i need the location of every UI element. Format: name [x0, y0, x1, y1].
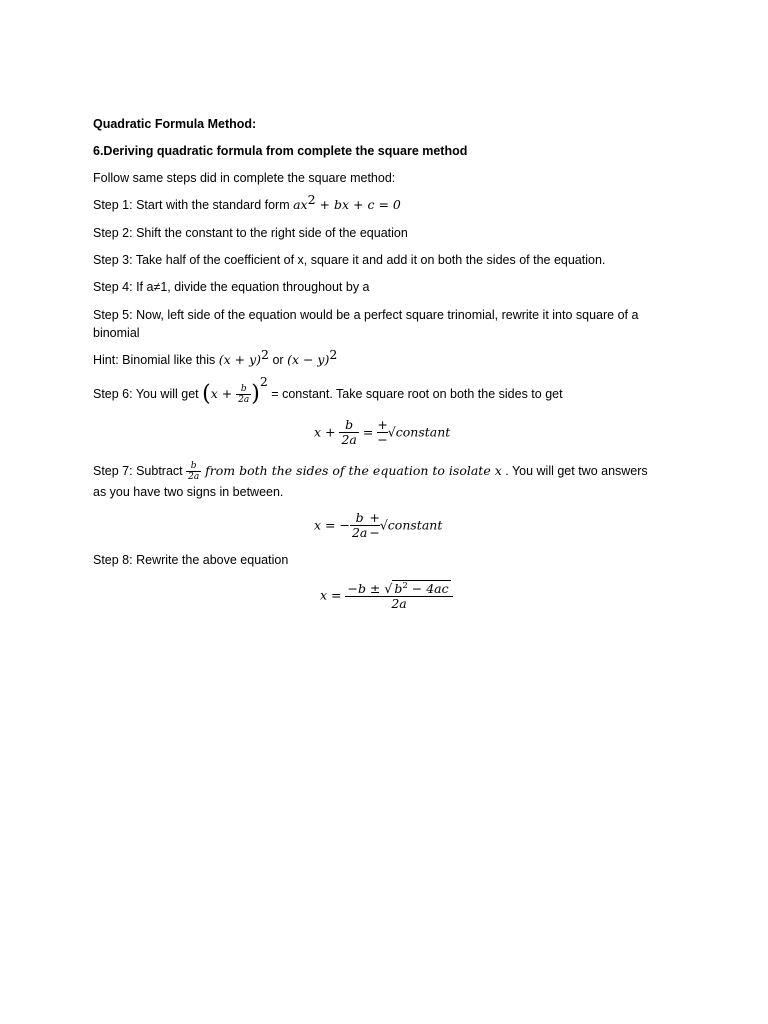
hint [93, 347, 338, 368]
eq1-equals: = [358, 424, 378, 440]
step-7-italic: from both the sides of the equation to isolate x [201, 463, 502, 478]
step-1-text: Step 1: Start with the standard form [93, 198, 294, 212]
hint-sup-1: 2 [261, 347, 269, 362]
eq2-rhs: √constant [379, 517, 443, 533]
eq2-lhs: x = − [314, 517, 350, 533]
eq2-num: b [355, 510, 364, 525]
eq3-num-prefix: −b ± [347, 581, 385, 596]
eq1-fraction [339, 418, 358, 448]
subheading: 6.Deriving quadratic formula from complete the square method [93, 144, 468, 158]
step-5-line-1: Step 5: Now, left side of the equation would be a perfect square trinomial, rewrite it into square of a [93, 308, 639, 322]
step-6: Step 6: You will get (x + $\frac{b}{2a}$ )$^2$ = constant. Take square root on both the sides to get [93, 374, 563, 407]
step-1-sup: 2 [307, 192, 316, 207]
eq1-lhs: x + [314, 424, 340, 440]
step-6-sup: 2 [259, 374, 268, 389]
step-6-x-plus: x + [210, 386, 237, 401]
step-4: Step 4: If a≠1, divide the equation throughout by a [93, 280, 370, 294]
step-6-fraction [236, 384, 251, 406]
step-7-frac-den: 2a [188, 472, 200, 483]
step-2: Step 2: Shift the constant to the right side of the equation [93, 226, 408, 240]
eq1-den: 2a [341, 432, 357, 448]
eq3-num [345, 580, 452, 596]
hint-text: Hint: Binomial like this [93, 353, 219, 367]
step-1-math-a: ax [293, 197, 308, 212]
step-6-frac-num: b [240, 383, 247, 394]
eq3-lhs: x = [320, 587, 346, 603]
eq1-plus: + [377, 417, 388, 432]
intro-text: Follow same steps did in complete the square method: [93, 171, 396, 185]
step-7-prefix: Step 7: Subtract [93, 464, 187, 478]
eq2-den: 2a [351, 525, 368, 541]
eq3-radicand: $b^2 - 4ac$ [394, 581, 449, 596]
heading: Quadratic Formula Method: [93, 117, 257, 131]
step-6-prefix: Step 6: You will get [93, 387, 203, 401]
step-7-fraction [186, 461, 201, 483]
hint-sup-2: 2 [329, 347, 338, 362]
equation-1 [314, 418, 450, 448]
eq1-num: b [345, 417, 354, 432]
step-1 [93, 192, 401, 213]
step-7-frac-num: b [190, 460, 197, 471]
hint-math-2: (x − y) [287, 352, 330, 367]
eq2-plus: + [369, 510, 380, 525]
step-3: Step 3: Take half of the coefficient of x, square it and add it on both the sides of the equation. [93, 253, 606, 267]
step-7-line-2: as you have two signs in between. [93, 485, 284, 499]
step-7-suffix: . You will get two answers [501, 464, 648, 478]
step-7 [93, 460, 648, 483]
eq1-plus-minus [377, 418, 387, 448]
hint-math-1: (x + y) [218, 352, 262, 367]
step-1-math-b: + bx + c = 0 [315, 197, 401, 212]
eq1-minus: − [377, 432, 388, 448]
eq2-plus-minus [369, 511, 379, 541]
step-6-frac-den: 2a [238, 395, 250, 406]
hint-or: or [269, 353, 288, 367]
eq1-rhs: √constant [387, 424, 451, 440]
equation-2 [314, 511, 442, 541]
eq3-den: 2a [345, 596, 452, 611]
step-8: Step 8: Rewrite the above equation [93, 553, 289, 567]
sqrt-icon: √ [384, 581, 393, 596]
step-6-suffix: = constant. Take square root on both the sides to get [267, 387, 563, 401]
step-5-line-2: binomial [93, 326, 140, 340]
eq3-fraction [345, 580, 452, 612]
equation-3 [320, 580, 453, 612]
eq2-fraction [350, 511, 369, 541]
eq2-minus: − [369, 525, 380, 541]
